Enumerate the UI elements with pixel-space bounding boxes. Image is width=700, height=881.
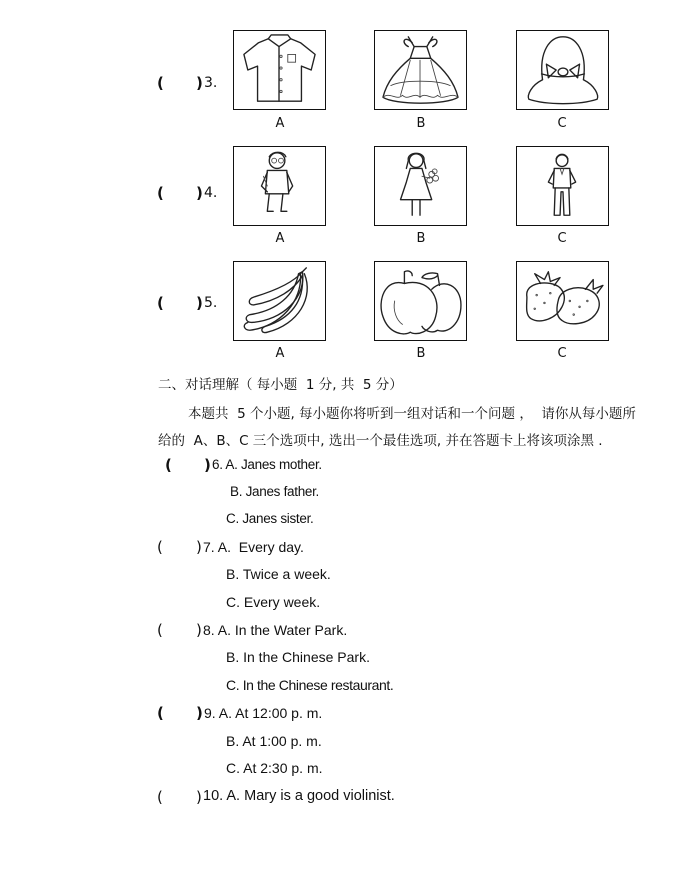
section-instruction-line2: 给的 A、B、C 三个选项中, 选出一个最佳选项, 并在答题卡上将该项涂黑 . <box>158 433 603 449</box>
option-letter: A <box>275 346 285 361</box>
question-10-option-a: 10. A. Mary is a good violinist. <box>203 788 395 804</box>
bananas-icon[interactable] <box>233 261 326 341</box>
option-letter: B <box>416 116 426 131</box>
option-letter: B <box>416 346 426 361</box>
option-letter: C <box>557 231 567 246</box>
answer-paren-open[interactable]: ( <box>157 294 164 312</box>
answer-paren-close: ) <box>196 184 203 202</box>
question-8-option-a: 8. A. In the Water Park. <box>203 622 348 638</box>
section-heading: 二、对话理解（ 每小题 1 分, 共 5 分） <box>158 377 403 393</box>
answer-paren-open[interactable]: ( <box>157 704 164 722</box>
apples-icon[interactable] <box>374 261 467 341</box>
dress-icon[interactable] <box>374 30 467 110</box>
girl-with-flowers-icon[interactable] <box>374 146 467 226</box>
question-9-option-a: 9. A. At 12:00 p. m. <box>204 705 323 721</box>
answer-paren-open[interactable]: ( <box>157 538 163 556</box>
question-6-option-b: B. Janes father. <box>230 484 320 499</box>
answer-paren-open[interactable]: ( <box>157 788 163 806</box>
option-letter: A <box>275 231 285 246</box>
question-6-option-c: C. Janes sister. <box>226 511 314 526</box>
question-7-option-c: C. Every week. <box>226 594 321 610</box>
answer-paren-close: ) <box>204 456 211 474</box>
question-number: 4. <box>204 185 218 201</box>
answer-paren-close: ) <box>196 704 203 722</box>
answer-paren-close: ) <box>196 788 202 806</box>
question-8-option-c: C. In the Chinese restaurant. <box>226 677 394 693</box>
question-7-option-b: B. Twice a week. <box>226 566 331 582</box>
hat-icon[interactable] <box>516 30 609 110</box>
option-letter: A <box>275 116 285 131</box>
answer-paren-open[interactable]: ( <box>165 456 172 474</box>
question-7-option-a: 7. A. Every day. <box>203 539 304 555</box>
option-letter: B <box>416 231 426 246</box>
option-letter: C <box>557 346 567 361</box>
answer-paren-close: ) <box>196 538 202 556</box>
option-letter: C <box>557 116 567 131</box>
answer-paren-open[interactable]: ( <box>157 184 164 202</box>
answer-paren-close: ) <box>196 74 203 92</box>
question-9-option-c: C. At 2:30 p. m. <box>226 760 323 776</box>
boy-with-glasses-icon[interactable] <box>233 146 326 226</box>
question-number: 3. <box>204 75 218 91</box>
question-number: 5. <box>204 295 218 311</box>
question-8-option-b: B. In the Chinese Park. <box>226 649 370 665</box>
answer-paren-open[interactable]: ( <box>157 621 163 639</box>
answer-paren-close: ) <box>196 621 202 639</box>
boy-standing-icon[interactable] <box>516 146 609 226</box>
question-9-option-b: B. At 1:00 p. m. <box>226 733 322 749</box>
answer-paren-open[interactable]: ( <box>157 74 164 92</box>
answer-paren-close: ) <box>196 294 203 312</box>
question-6-option-a: 6. A. Janes mother. <box>212 457 322 472</box>
strawberries-icon[interactable] <box>516 261 609 341</box>
section-instruction-line1: 本题共 5 个小题, 每小题你将听到一组对话和一个问题 ， 请你从每小题所 <box>188 406 636 422</box>
shirt-icon[interactable] <box>233 30 326 110</box>
